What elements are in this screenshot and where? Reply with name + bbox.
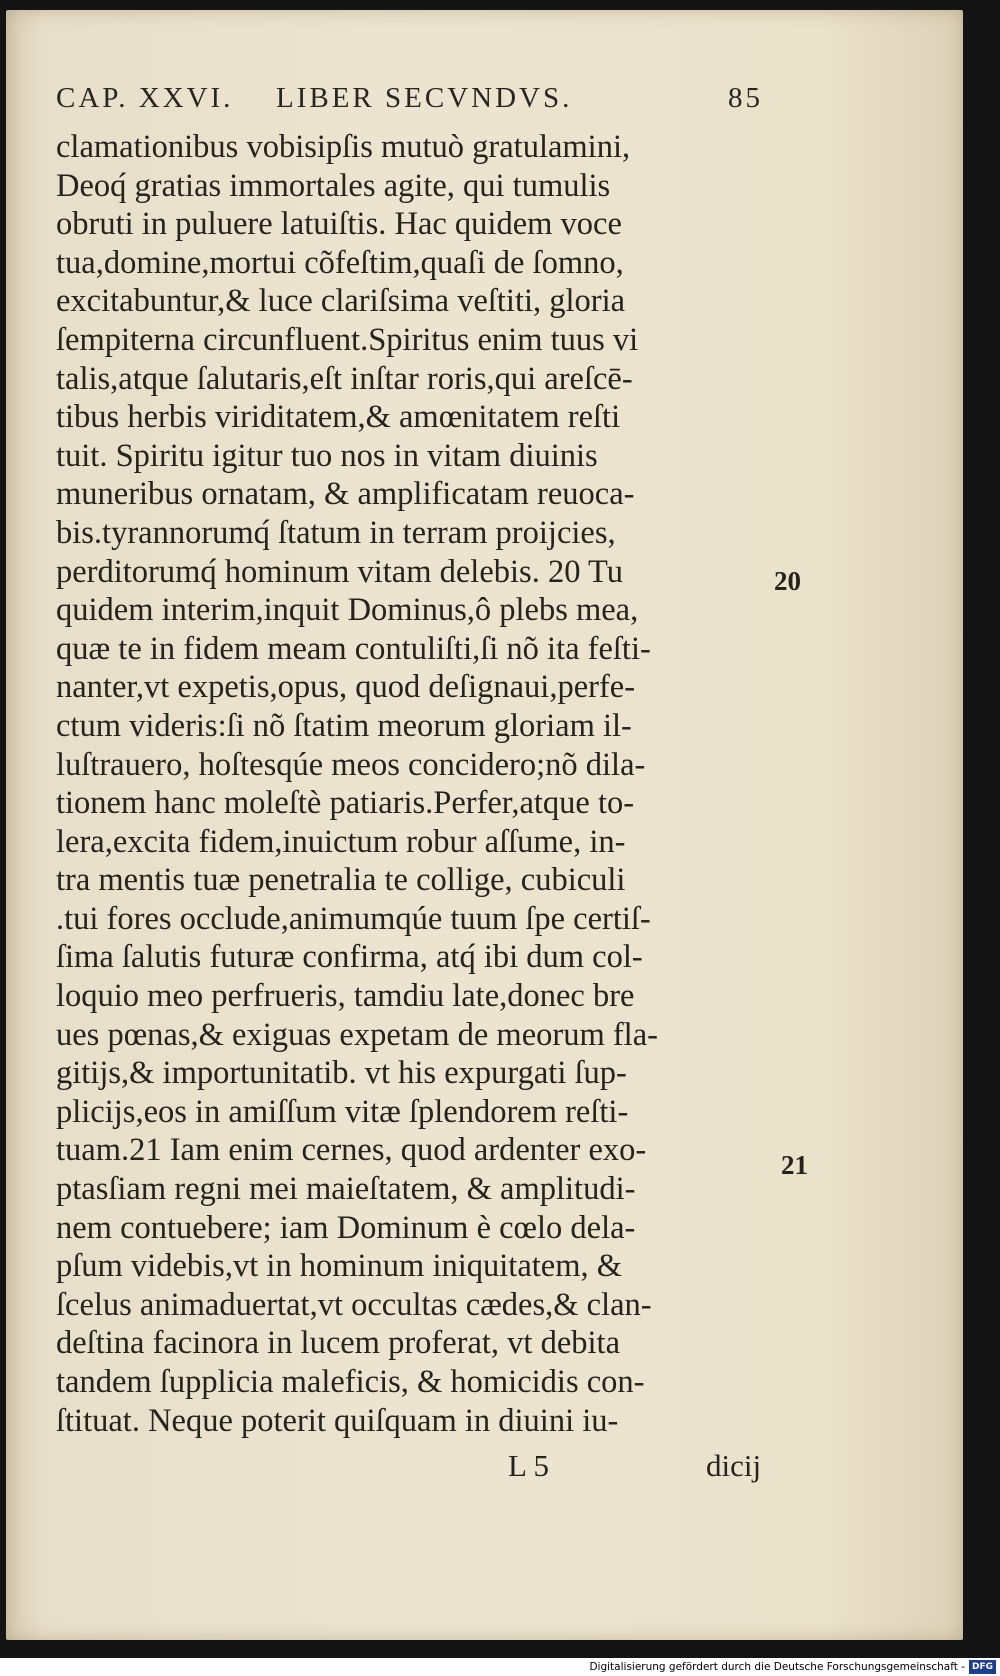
text-line: tandem ſupplicia maleficis, & homicidis con- [56,1364,645,1400]
text-line: lera,excita fidem,inuictum robur aſſume, in- [56,823,626,860]
dfg-logo: DFG [969,1660,996,1674]
text-line: Deoq́ gratias immortales agite, qui tumulis [56,167,611,204]
text-line: tuit. Spiritu igitur tuo nos in vitam diuinis [56,437,598,474]
book-page [6,10,963,1640]
text-line: ctum videris:ſi nõ ſtatim meorum gloriam il- [56,707,632,744]
text-line: clamationibus vobisipſis mutuò gratulamini, [56,129,631,165]
text-line: tionem hanc moleſtè patiaris.Perfer,atque to- [56,785,635,822]
verse-number-20: 20 [774,566,801,596]
text-line: plicijs,eos in amiſſum vitæ ſplendorem reſti- [56,1093,629,1130]
text-line: muneribus ornatam, & amplificatam reuoca- [56,476,635,513]
catchword: dicij [706,1448,762,1483]
text-line: ſempiterna circunfluent.Spiritus enim tuus vi [56,321,639,358]
text-line: tuam.21 Iam enim cernes, quod ardenter exo- [56,1132,647,1169]
text-line: ſcelus animaduertat,vt occultas cædes,& clan- [56,1286,652,1323]
text-line: bis.tyrannorumq́ ſtatum in terram proijcies, [56,514,616,551]
book-title: LIBER SECVNDVS. [276,82,573,114]
text-line: ſtituat. Neque poterit quiſquam in diuini iu- [56,1402,619,1439]
text-line: .tui fores occlude,animumqúe tuum ſpe certiſ- [56,900,651,937]
text-line: excitabuntur,& luce clariſsima veſtiti, gloria [56,283,626,320]
text-line: loquio meo perfrueris, tamdiu late,donec bre [56,978,635,1015]
text-line: ues pœnas,& exiguas expetam de meorum fla- [56,1016,658,1053]
text-line: quidem interim,inquit Dominus,ô plebs mea, [56,592,639,629]
text-line: tibus herbis viriditatem,& amœnitatem reſti [56,399,621,436]
text-line: tra mentis tuæ penetralia te collige, cubiculi [56,862,626,899]
text-line: ptasſiam regni mei maieſtatem, & amplitudi- [56,1171,636,1208]
text-line: nem contuebere; iam Dominum è cœlo dela- [56,1209,636,1246]
text-line: pſum videbis,vt in hominum iniquitatem, & [56,1248,623,1285]
text-line: perditorumq́ hominum vitam delebis. 20 Tu [56,553,623,590]
digitization-credit [589,1658,996,1676]
body-text [56,128,776,1440]
text-line: tua,domine,mortui cõfeſtim,quaſi de ſomno, [56,244,624,281]
text-line: gitijs,& importunitatib. vt his expurgati ſup- [56,1055,627,1092]
chapter-label: CAP. XXVI. [56,82,234,114]
text-line: talis,atque ſalutaris,eſt inſtar roris,qui areſcē- [56,360,633,397]
verse-number-21: 21 [781,1150,808,1180]
text-line: nanter,vt expetis,opus, quod deſignaui,perfe- [56,669,636,706]
text-line: ſima ſalutis futuræ confirma, atq́ ibi dum col- [56,939,643,976]
signature-mark: L 5 [508,1448,550,1483]
credit-text: Digitalisierung gefördert durch die Deutsche Forschungsgemeinschaft - [589,1661,965,1673]
page-number: 85 [728,82,763,114]
text-line: quæ te in fidem meam contuliſti,ſi nõ ita feſti- [56,630,651,667]
text-line: obruti in puluere latuiſtis. Hac quidem voce [56,206,622,243]
text-line: luſtrauero, hoſtesqúe meos concidero;nõ dila- [56,746,646,783]
text-line: deſtina facinora in lucem proferat, vt debita [56,1325,620,1362]
